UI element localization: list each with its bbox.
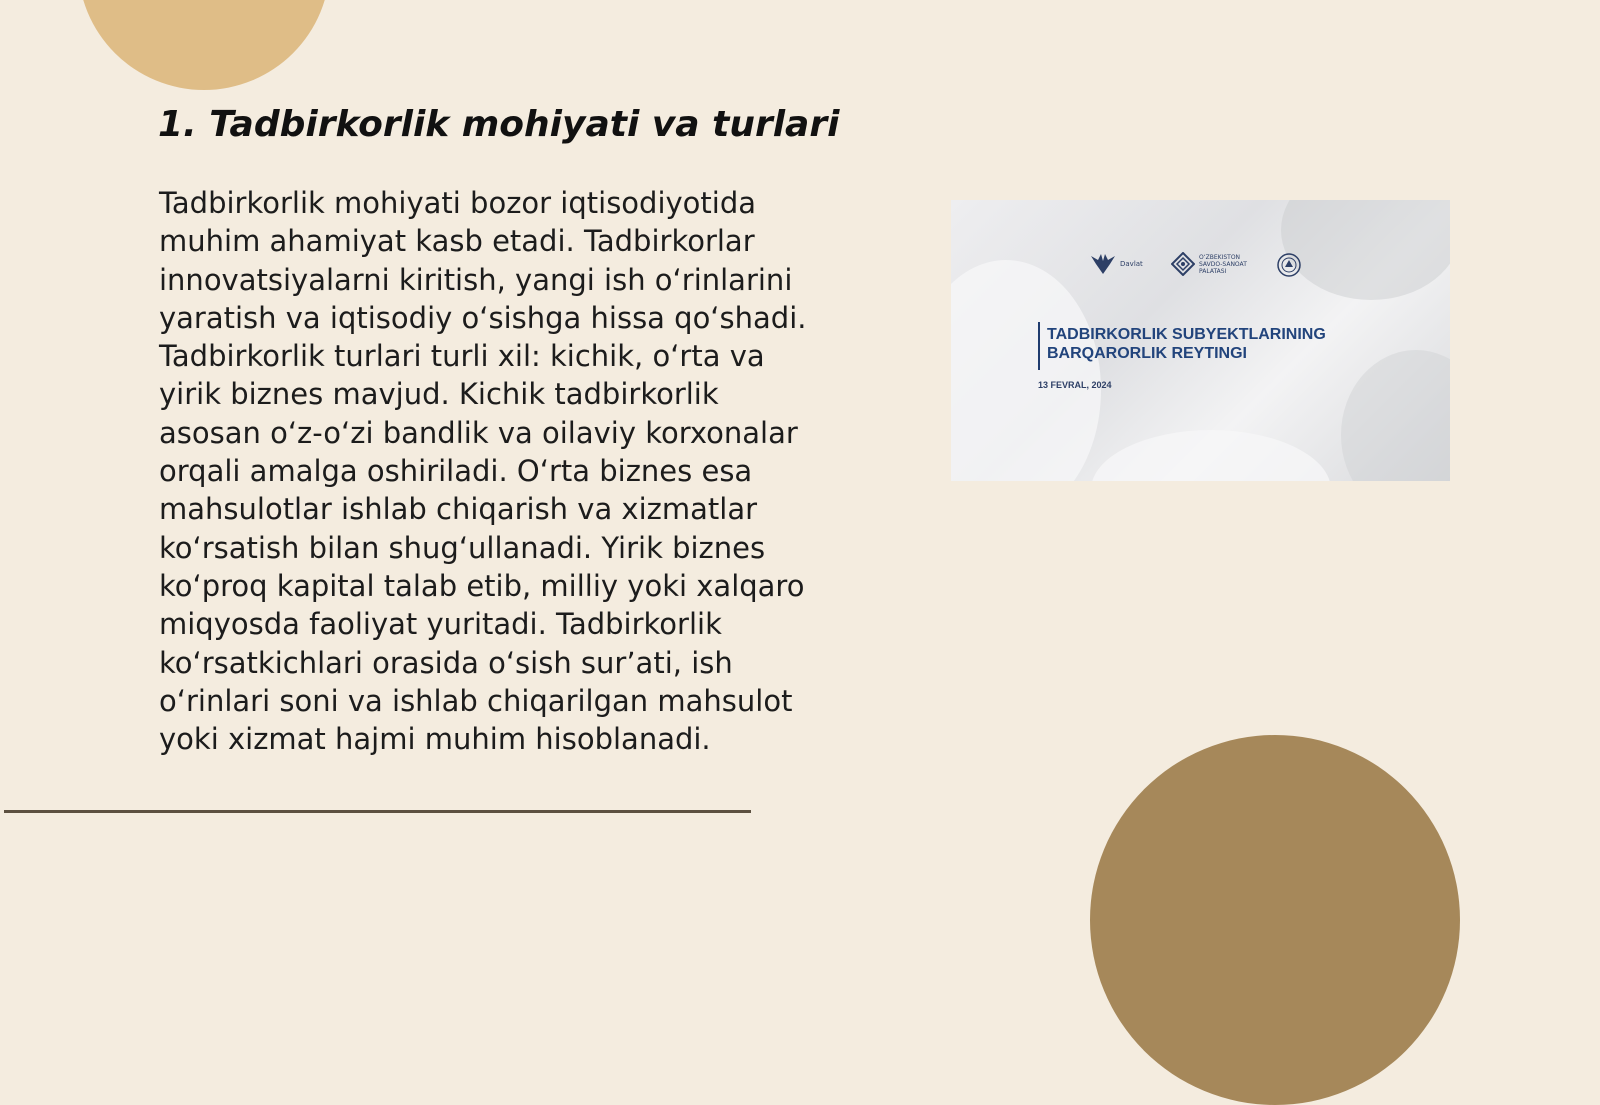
body-line: yoki xizmat hajmi muhim hisoblanadi. xyxy=(159,722,711,757)
card-date: 13 FEVRAL, 2024 xyxy=(1038,380,1112,390)
body-line: koʻrsatkichlari orasida oʻsish surʼati, ish xyxy=(159,645,733,680)
chamber-line: SAVDO-SANOAT xyxy=(1199,260,1247,268)
card-title-line: TADBIRKORLIK SUBYEKTLARINING xyxy=(1047,326,1326,343)
body-line: asosan oʻz-oʻzi bandlik va oilaviy korxonalar xyxy=(159,415,798,450)
card-title-line: BARQARORLIK REYTINGI xyxy=(1047,345,1247,362)
bird-logo-icon xyxy=(1090,252,1116,276)
emblem-icon xyxy=(1276,252,1302,278)
body-line: koʻproq kapital talab etib, milliy yoki xalqaro xyxy=(159,568,805,603)
chamber-line: OʻZBEKISTON xyxy=(1199,253,1241,261)
chamber-line: PALATASI xyxy=(1199,267,1227,275)
background-blur xyxy=(1281,200,1450,300)
divider-line xyxy=(4,810,751,813)
body-line: mahsulotlar ishlab chiqarish va xizmatlar xyxy=(159,492,758,527)
rating-cover-image xyxy=(951,200,1450,481)
chamber-logo xyxy=(1171,252,1247,276)
decorative-circle-top xyxy=(78,0,330,90)
body-line: Tadbirkorlik turlari turli xil: kichik, oʻrta va xyxy=(159,339,765,374)
chamber-logo-text xyxy=(1199,254,1247,275)
card-title xyxy=(1047,325,1326,363)
body-line: Tadbirkorlik mohiyati bozor iqtisodiyotida xyxy=(159,186,757,220)
bird-logo xyxy=(1090,252,1143,276)
background-blur xyxy=(1091,430,1331,481)
body-line: koʻrsatish bilan shugʻullanadi. Yirik biznes xyxy=(159,530,766,565)
body-line: muhim ahamiyat kasb etadi. Tadbirkorlar xyxy=(159,224,755,259)
body-line: innovatsiyalarni kiritish, yangi ish oʻrinlarini xyxy=(159,262,793,297)
body-line: miqyosda faoliyat yuritadi. Tadbirkorlik xyxy=(159,607,722,642)
background-blur xyxy=(1341,350,1450,481)
title-accent-bar xyxy=(1038,322,1040,370)
chamber-logo-icon xyxy=(1171,252,1195,276)
decorative-circle-bottom xyxy=(1090,735,1460,1105)
body-line: yaratish va iqtisodiy oʻsishga hissa qoʻshadi. xyxy=(159,300,807,335)
slide-title: 1. Tadbirkorlik mohiyati va turlari xyxy=(158,104,840,145)
emblem-logo xyxy=(1276,252,1302,278)
body-line: oʻrinlari soni va ishlab chiqarilgan mahsulot xyxy=(159,683,793,718)
background-blur xyxy=(951,260,1101,481)
body-paragraph xyxy=(159,184,839,758)
bird-logo-wordmark: Davlat xyxy=(1120,260,1143,268)
body-line: yirik biznes mavjud. Kichik tadbirkorlik xyxy=(159,377,719,412)
body-line: orqali amalga oshiriladi. Oʻrta biznes esa xyxy=(159,454,753,489)
